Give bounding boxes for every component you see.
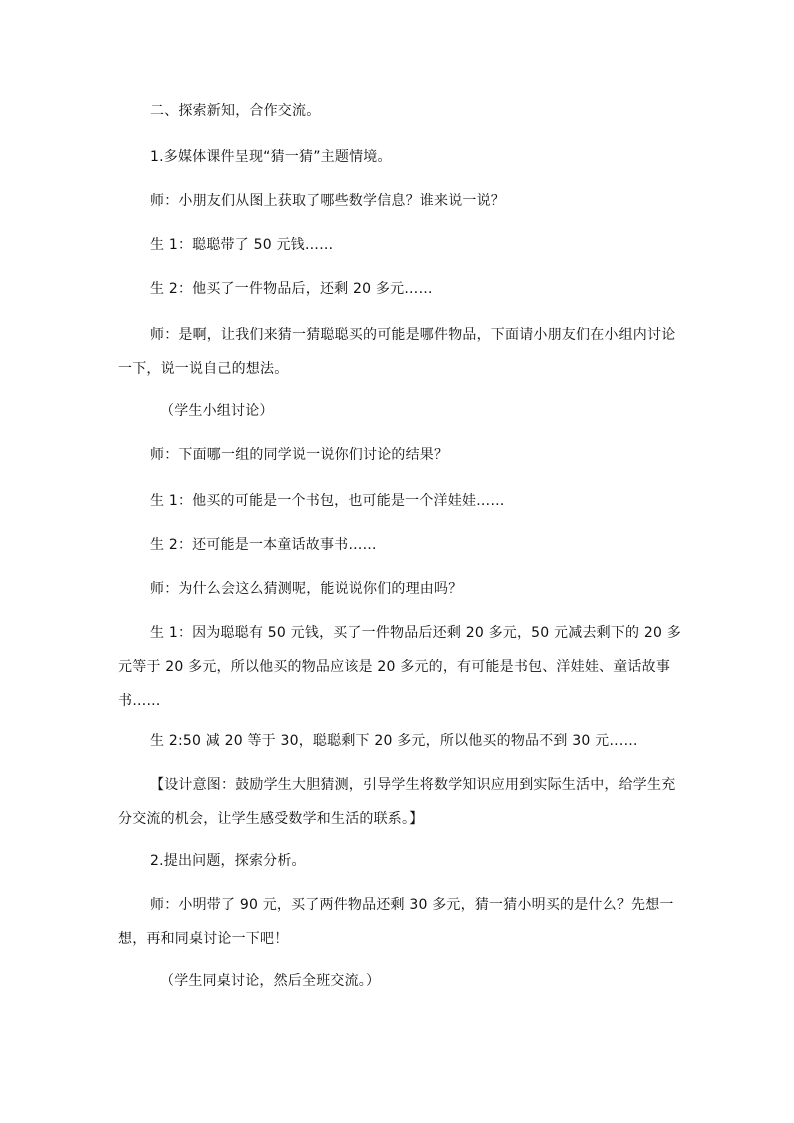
student-answer: 生 1：聪聪带了 50 元钱…… xyxy=(150,237,334,253)
teacher-question: 师：小朋友们从图上获取了哪些数学信息？谁来说一说？ xyxy=(150,193,505,209)
teacher-prompt: 师：是啊，让我们来猜一猜聪聪买的可能是哪件物品，下面请小朋友们在小组内讨论一下，说一说自己的想法。 xyxy=(118,327,676,377)
student-reasoning: 生 2:50 减 20 等于 30，聪聪剩下 20 多元，所以他买的物品不到 30 元…… xyxy=(150,733,638,749)
student-answer: 生 2：他买了一件物品后，还剩 20 多元…… xyxy=(150,281,433,297)
student-reasoning: 生 1：因为聪聪有 50 元钱，买了一件物品后还剩 20 多元，50 元减去剩下的 20 多元等于 20 多元，所以他买的物品应该是 20 多元的，有可能是书包、洋娃娃、童话故事书…… xyxy=(118,625,681,709)
step-two-heading: 2.提出问题，探索分析。 xyxy=(150,853,306,869)
student-answer: 生 1：他买的可能是一个书包，也可能是一个洋娃娃…… xyxy=(150,493,505,509)
section-heading: 二、探索新知，合作交流。 xyxy=(150,103,321,119)
stage-direction: （学生同桌讨论，然后全班交流。） xyxy=(160,973,381,989)
step-one-heading: 1.多媒体课件呈现“猜一猜”主题情境。 xyxy=(150,149,392,165)
stage-direction: （学生小组讨论） xyxy=(160,403,274,419)
student-answer: 生 2：还可能是一本童话故事书…… xyxy=(150,537,377,553)
teacher-question: 师：小明带了 90 元，买了两件物品还剩 30 多元，猜一猜小明买的是什么？先想一想，再和同桌讨论一下吧！ xyxy=(118,897,674,947)
design-intent-note: 【设计意图：鼓励学生大胆猜测，引导学生将数学知识应用到实际生活中，给学生充分交流的机会，让学生感受数学和生活的联系。】 xyxy=(118,777,676,827)
teacher-question: 师：为什么会这么猜测呢，能说说你们的理由吗？ xyxy=(150,581,463,597)
teacher-question: 师：下面哪一组的同学说一说你们讨论的结果？ xyxy=(150,447,449,463)
